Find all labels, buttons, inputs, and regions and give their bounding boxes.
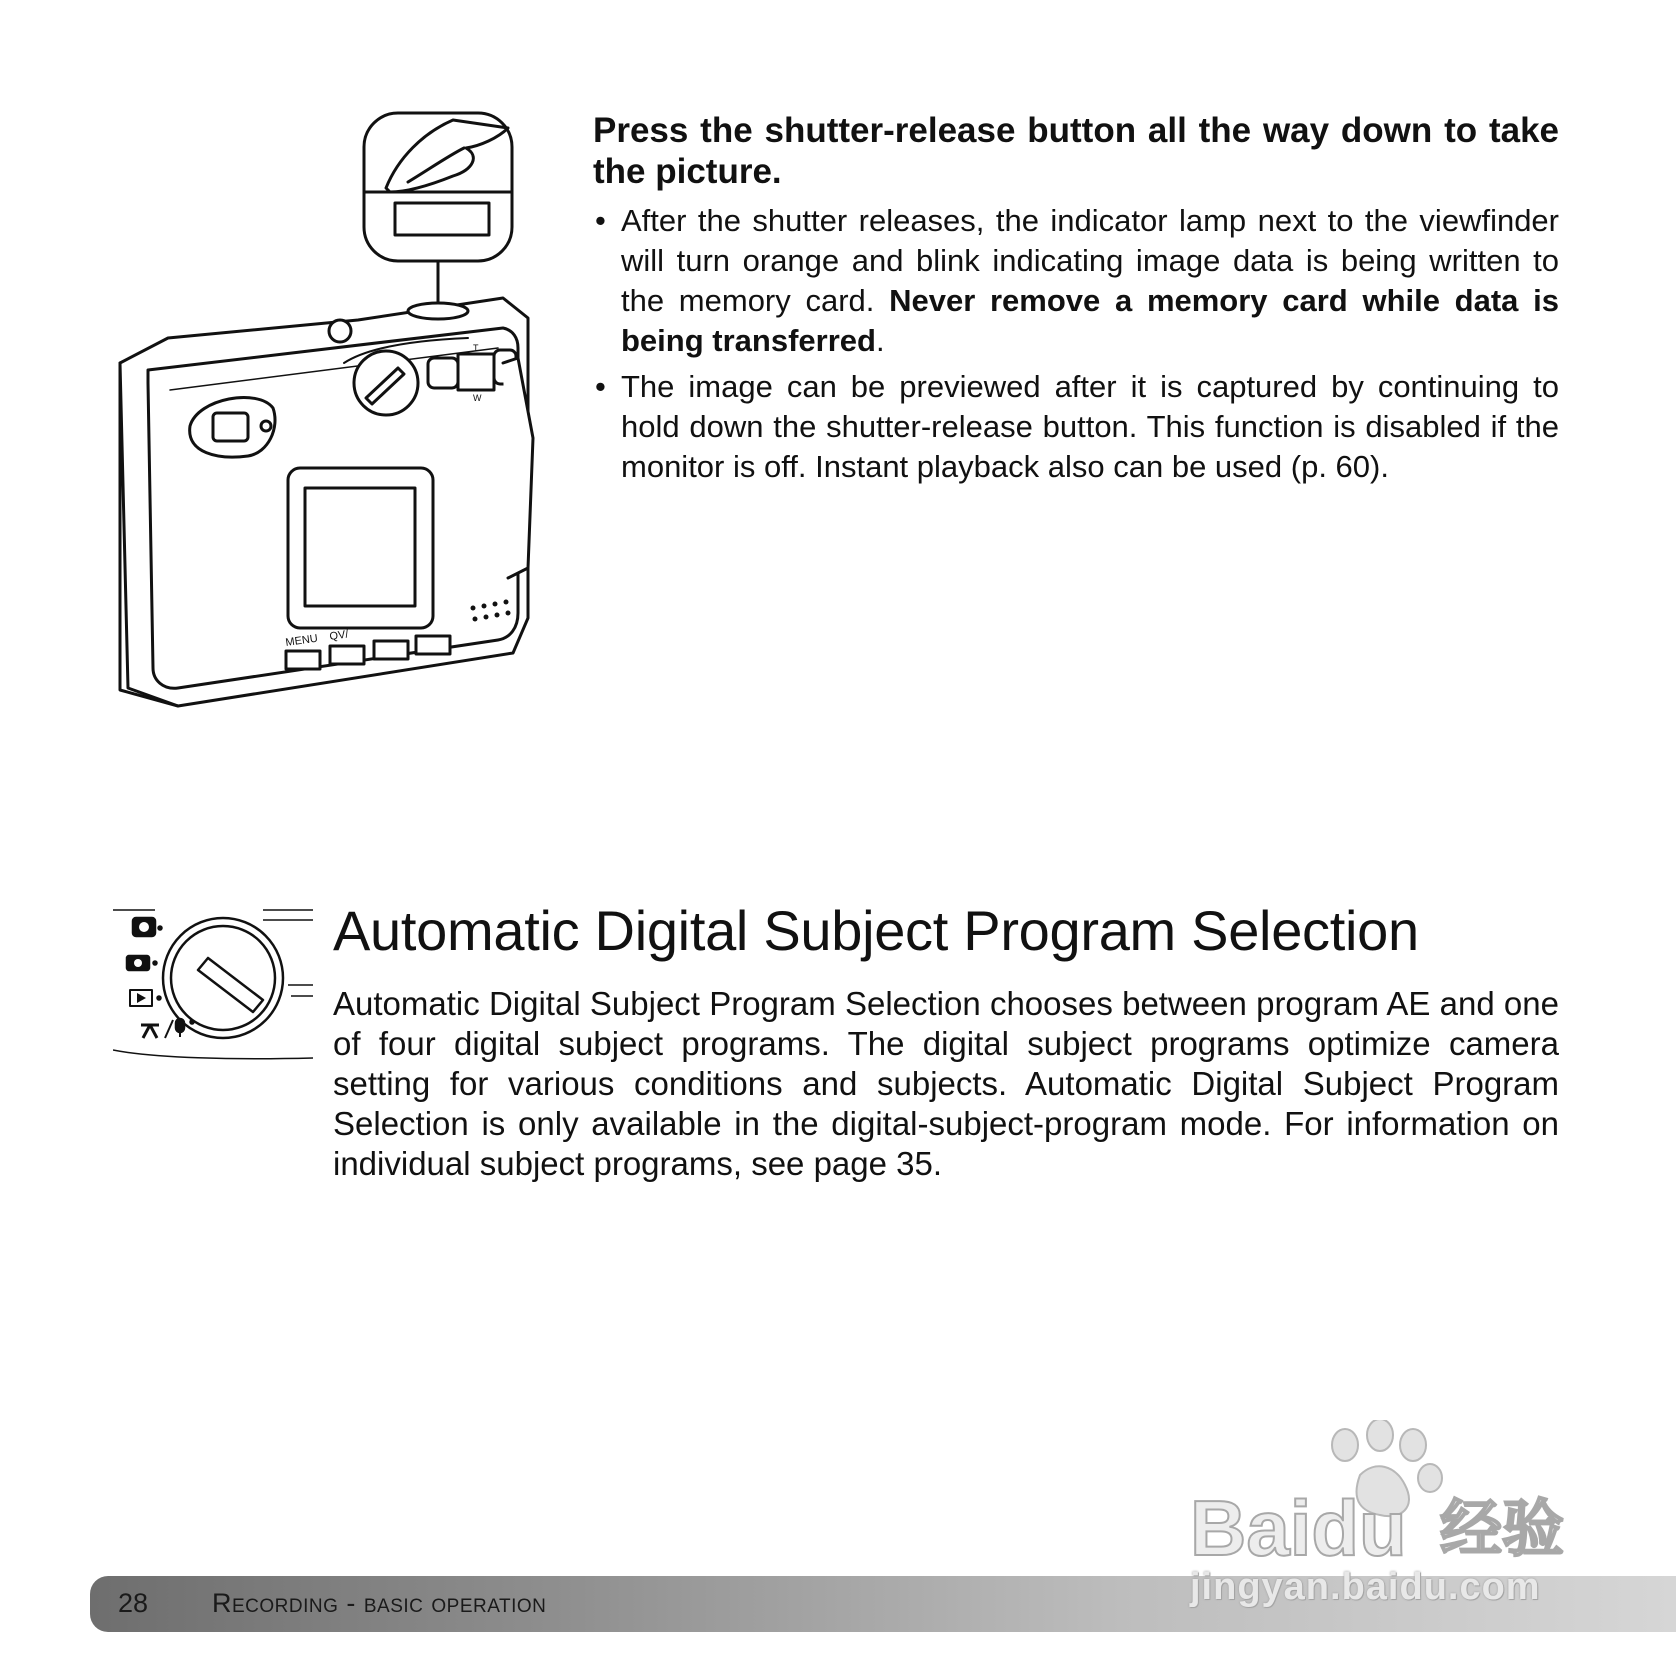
instruction-heading: Press the shutter-release button all the way down to take the picture. xyxy=(593,111,1559,191)
bullet-text-before: After the shutter releases, the indicator lamp next to the viewfinder will turn orange and blink indicating image data is being written to the memory card. xyxy=(621,203,1559,318)
bullet-item xyxy=(595,367,1559,487)
playback-icon xyxy=(130,990,152,1006)
bullet-item xyxy=(595,201,1559,361)
movie-voice-icon xyxy=(141,1019,184,1038)
bullet-text-after: . xyxy=(875,323,885,358)
camera-back-illustration xyxy=(108,108,558,758)
menu-label: MENU xyxy=(284,632,319,649)
bullet-marker: • xyxy=(595,203,606,238)
memory-card-warning: Never remove a memory card while data is being transferred xyxy=(621,283,1559,358)
camera-icon xyxy=(127,956,149,970)
zoom-t-label: T xyxy=(473,343,479,353)
bullet-marker: • xyxy=(595,369,606,404)
watermark-brand-cn: 经验 xyxy=(1440,1492,1565,1565)
section-body: Automatic Digital Subject Program Selection chooses between program AE and one of four digital subject programs. The digital subject programs optimize camera setting for various conditions and subjects. Automatic Digital Subject Program Selection is only available in the digital-subject-program mode. For information on individual subject programs, see page 35. xyxy=(333,985,1559,1182)
page-number: 28 xyxy=(118,1588,149,1618)
watermark-url: jingyan.baidu.com xyxy=(1190,1566,1541,1608)
section-heading: Automatic Digital Subject Program Selection xyxy=(333,899,1419,962)
zoom-w-label: W xyxy=(473,393,482,403)
auto-dsp-icon xyxy=(133,918,155,936)
mode-dial-illustration xyxy=(113,900,313,1065)
footer-section-label: Recording - basic operation xyxy=(212,1588,547,1618)
camera-body xyxy=(120,298,533,706)
bullet-text: The image can be previewed after it is captured by continuing to hold down the shutter-release button. This function is disabled if the monitor is off. Instant playback also can be used (p. 60). xyxy=(621,369,1559,484)
bullet-text xyxy=(621,201,1559,361)
shutter-callout xyxy=(364,113,512,303)
qv-label: QV/ xyxy=(328,628,350,643)
watermark-brand: Baidu xyxy=(1190,1484,1407,1572)
